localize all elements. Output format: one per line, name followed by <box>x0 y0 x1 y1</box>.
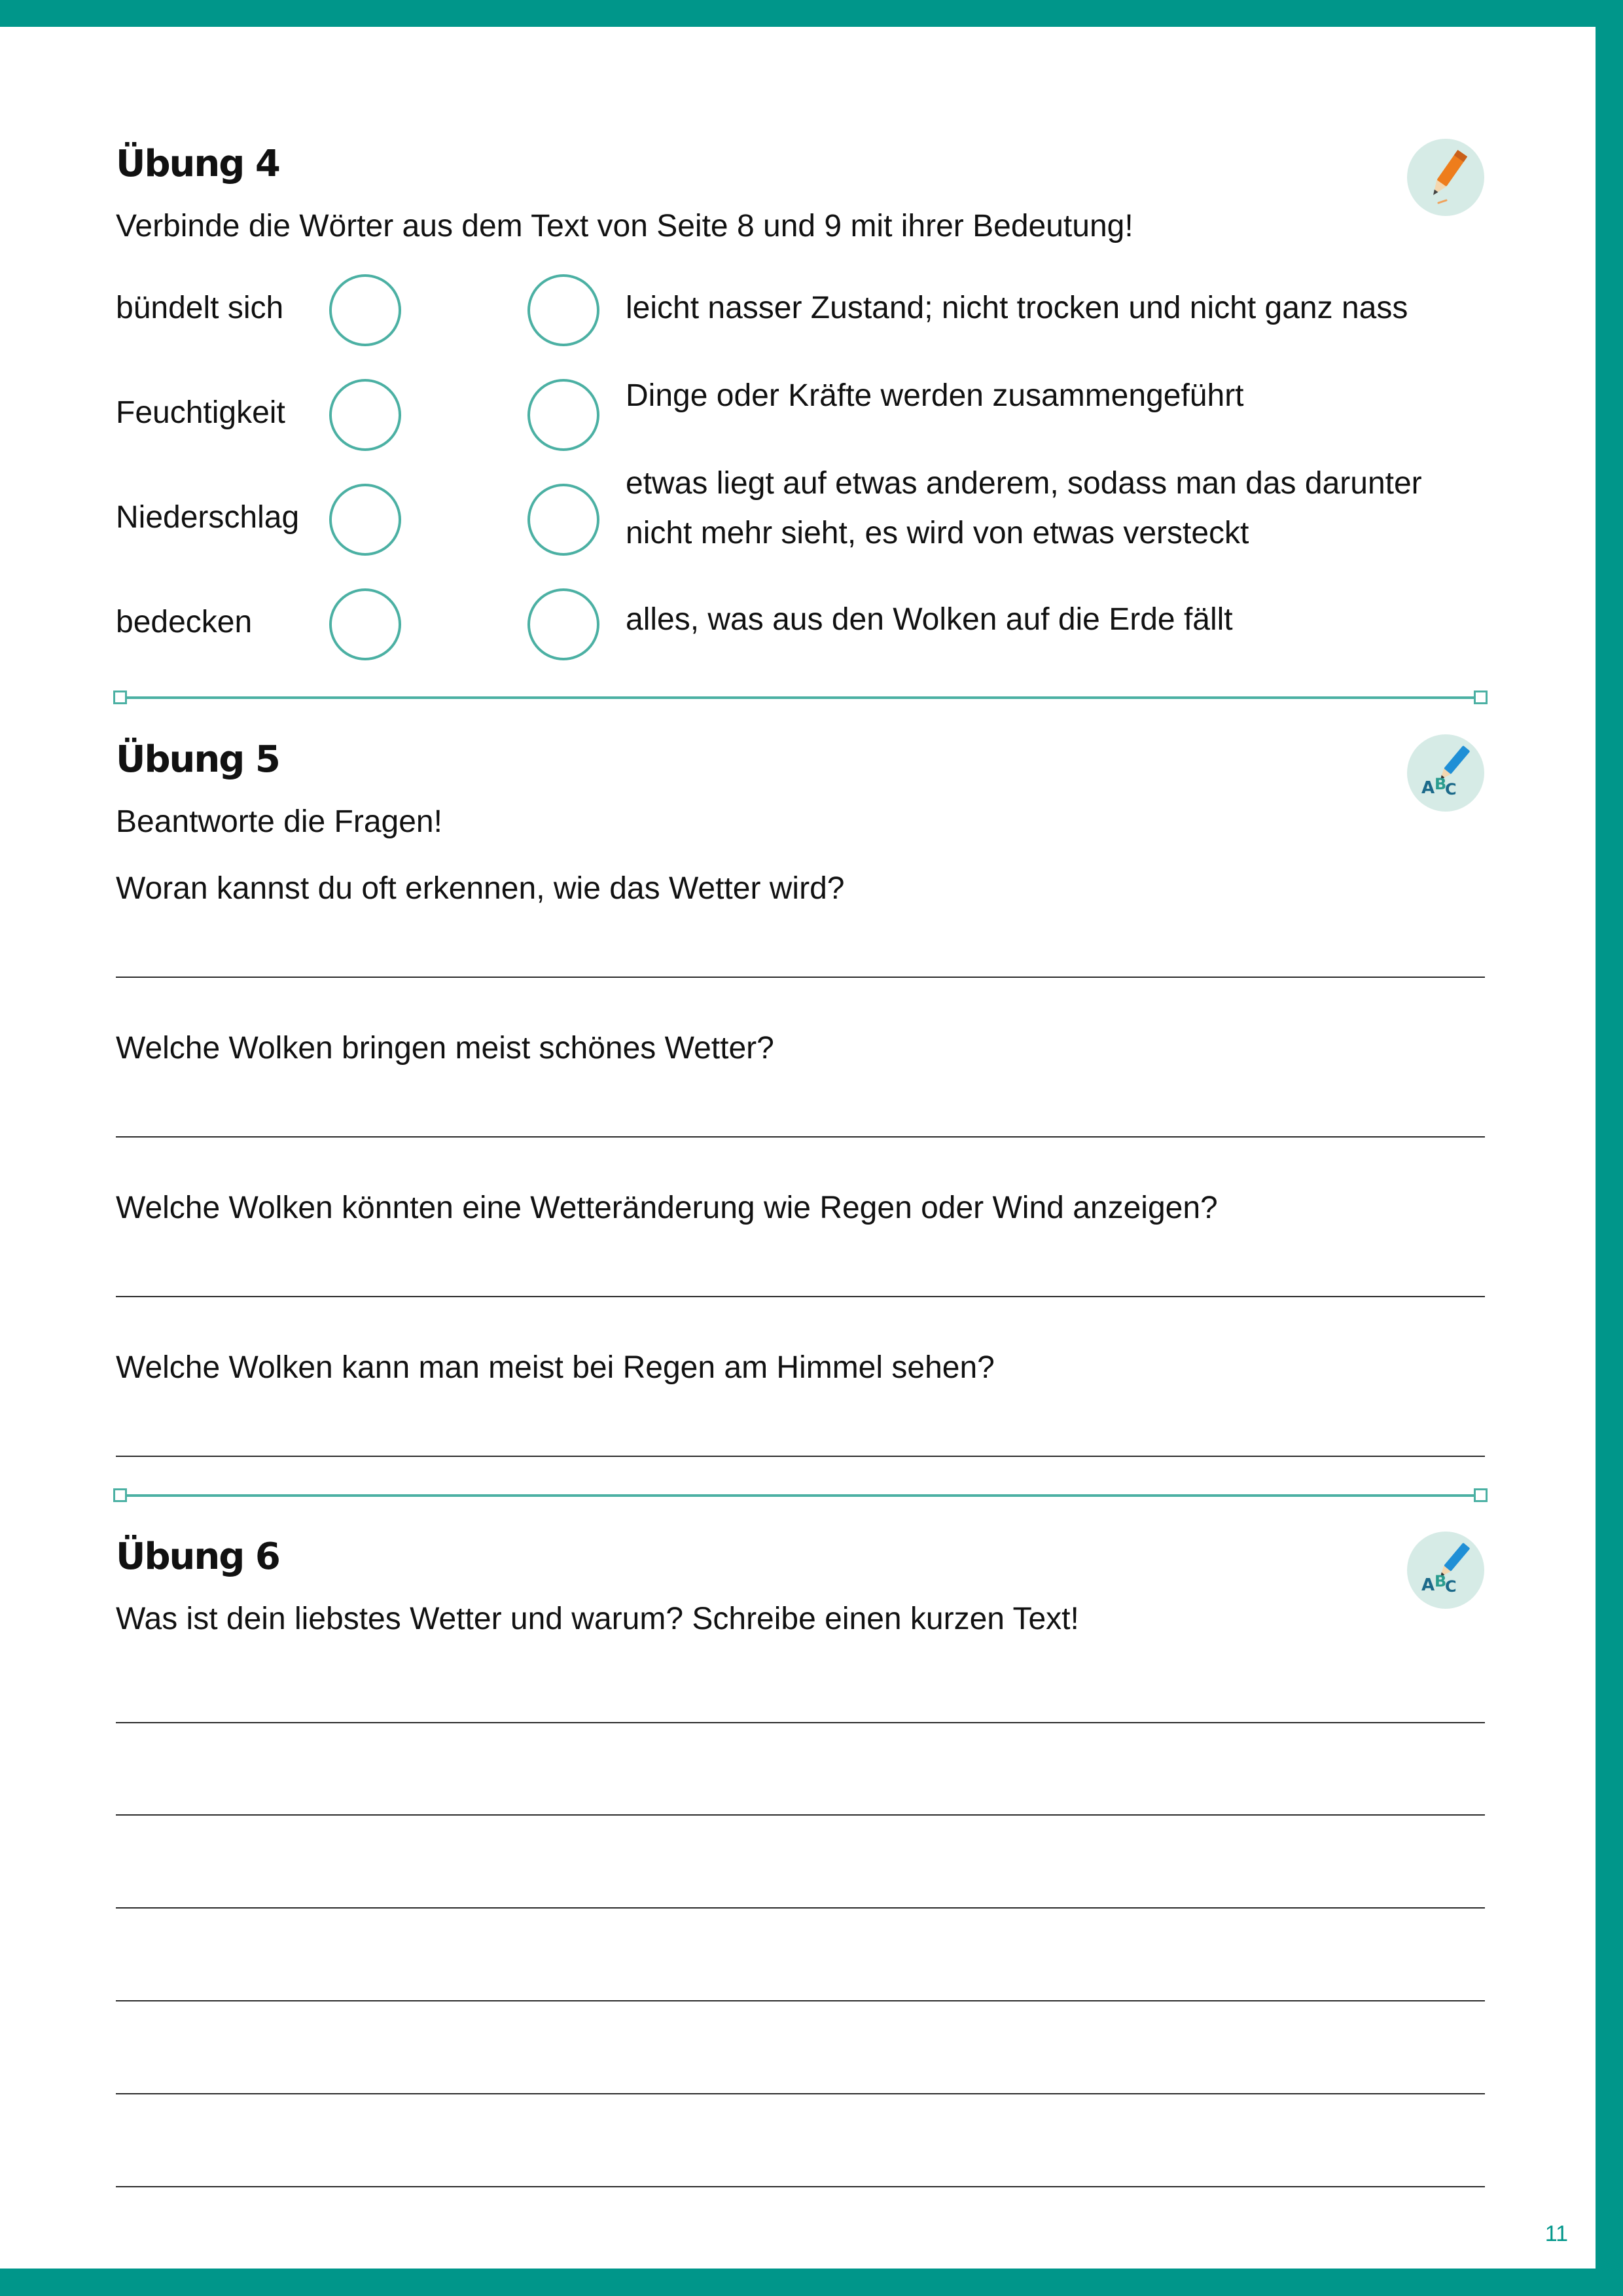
writing-line-5[interactable] <box>116 2093 1485 2094</box>
page-frame-bottom <box>0 2269 1623 2296</box>
answer-line-1[interactable] <box>116 977 1485 978</box>
meaning-3: etwas liegt auf etwas anderem, sodass man das darunter nicht mehr sieht, es wird von etwas versteckt <box>626 466 1422 550</box>
match-circle-right-2[interactable] <box>527 379 599 451</box>
exercise-6-title: Übung 6 <box>116 1535 279 1578</box>
match-circle-left-1[interactable] <box>329 274 401 346</box>
exercise-4-instruction: Verbinde die Wörter aus dem Text von Seite 8 und 9 mit ihrer Bedeutung! <box>116 209 1133 243</box>
svg-text:C: C <box>1445 1577 1457 1596</box>
question-4: Welche Wolken kann man meist bei Regen am Himmel sehen? <box>116 1350 995 1385</box>
writing-line-6[interactable] <box>116 2186 1485 2187</box>
answer-line-4[interactable] <box>116 1456 1485 1457</box>
exercise-5-title: Übung 5 <box>116 738 279 781</box>
meaning-1: leicht nasser Zustand; nicht trocken und nicht ganz nass <box>626 291 1408 325</box>
pencil-icon <box>1407 139 1484 216</box>
match-circle-left-4[interactable] <box>329 588 401 660</box>
match-circle-right-1[interactable] <box>527 274 599 346</box>
svg-text:B: B <box>1435 775 1447 793</box>
page-frame-top <box>0 0 1623 27</box>
svg-text:A: A <box>1421 1575 1435 1595</box>
abc-pencil-icon <box>1407 734 1484 812</box>
svg-text:B: B <box>1435 1572 1447 1590</box>
section-divider-1 <box>116 696 1485 699</box>
match-circle-left-2[interactable] <box>329 379 401 451</box>
answer-line-3[interactable] <box>116 1296 1485 1297</box>
exercise-4-title: Übung 4 <box>116 143 279 185</box>
page-number: 11 <box>1544 2221 1568 2246</box>
answer-line-2[interactable] <box>116 1136 1485 1138</box>
exercise-5-instruction: Beantworte die Fragen! <box>116 804 442 839</box>
svg-text:C: C <box>1445 780 1457 798</box>
question-1: Woran kannst du oft erkennen, wie das Wetter wird? <box>116 871 845 906</box>
question-3: Welche Wolken könnten eine Wetteränderung wie Regen oder Wind anzeigen? <box>116 1191 1218 1225</box>
word-feuchtigkeit: Feuchtigkeit <box>116 395 285 430</box>
page-frame-right <box>1596 0 1623 2296</box>
section-divider-2 <box>116 1494 1485 1497</box>
meaning-4: alles, was aus den Wolken auf die Erde fällt <box>626 602 1233 637</box>
writing-line-3[interactable] <box>116 1907 1485 1909</box>
abc-pencil-icon <box>1407 1532 1484 1609</box>
match-circle-right-4[interactable] <box>527 588 599 660</box>
word-bedecken: bedecken <box>116 605 253 639</box>
match-circle-left-3[interactable] <box>329 484 401 556</box>
svg-text:A: A <box>1421 778 1435 798</box>
exercise-6-instruction: Was ist dein liebstes Wetter und warum? Schreibe einen kurzen Text! <box>116 1602 1079 1636</box>
word-buendelt-sich: bündelt sich <box>116 291 284 325</box>
match-circle-right-3[interactable] <box>527 484 599 556</box>
writing-line-1[interactable] <box>116 1722 1485 1723</box>
writing-line-2[interactable] <box>116 1814 1485 1816</box>
writing-line-4[interactable] <box>116 2000 1485 2001</box>
question-2: Welche Wolken bringen meist schönes Wetter? <box>116 1031 774 1066</box>
word-niederschlag: Niederschlag <box>116 500 300 535</box>
meaning-2: Dinge oder Kräfte werden zusammengeführt <box>626 378 1244 413</box>
